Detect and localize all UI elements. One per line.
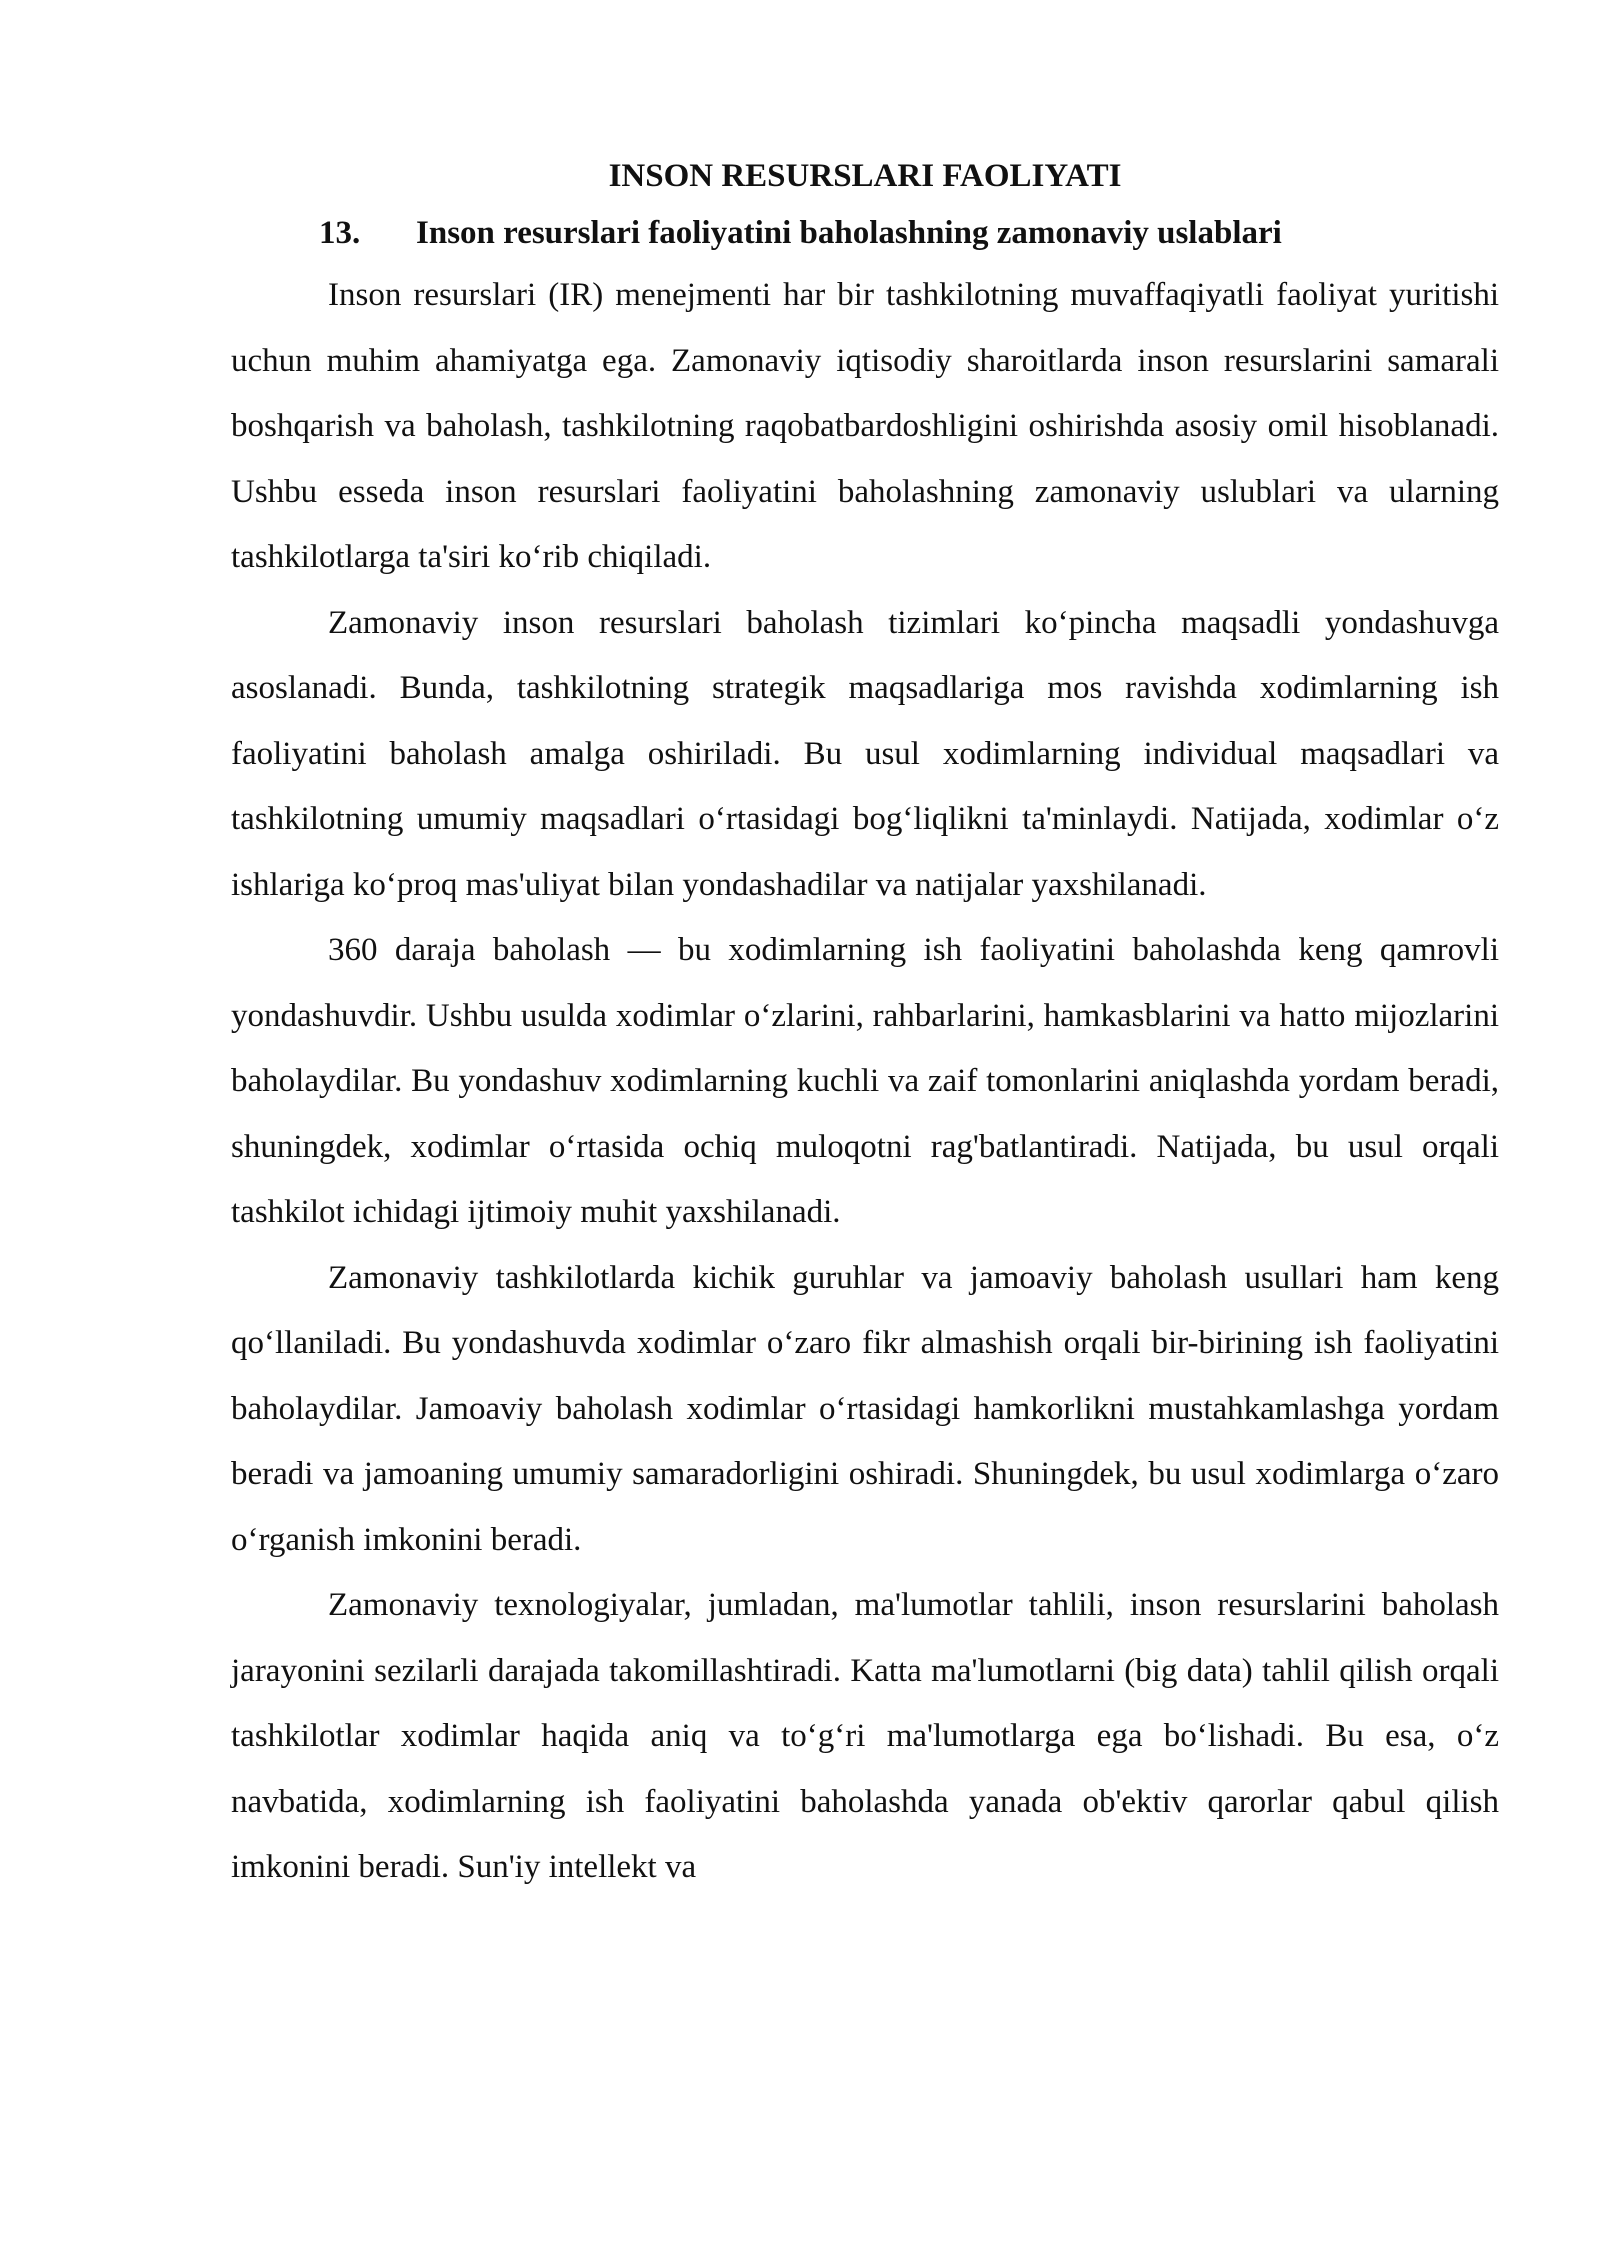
paragraph-3: 360 daraja baholash — bu xodimlarning ish faoliyatini baholashda keng qamrovli yondashuvdir. Ushbu usulda xodimlar o‘zlarini, rahbarlarini, hamkasblarini va hatto mijozlarini baholaydilar. Bu yondashuv xodimlarning kuchli va zaif tomonlarini aniqlashda yordam beradi, shuningdek, xodimlar o‘rtasida ochiq muloqotni rag'batlantiradi. Natijada, bu usul orqali tashkilot ichidagi ijtimoiy muhit yaxshilanadi.	[231, 932, 1499, 1230]
section-heading	[231, 203, 1499, 263]
paragraph-5: Zamonaviy texnologiyalar, jumladan, ma'lumotlar tahlili, inson resurslarini baholash jarayonini sezilarli darajada takomillashtiradi. Katta ma'lumotlarni (big data) tahlil qilish orqali tashkilotlar xodimlar haqida aniq va to‘g‘ri ma'lumotlarga ega bo‘lishadi. Bu esa, o‘z navbatida, xodimlarning ish faoliyatini baholashda yanada ob'ektiv qarorlar qabul qilish imkonini beradi. Sun'iy intellekt va	[231, 1587, 1499, 1885]
document-title: INSON RESURSLARI FAOLIYATI	[608, 158, 1122, 194]
section-heading-text: Inson resurslari faoliyatini baholashning zamonaviy uslablari	[416, 215, 1282, 251]
paragraph-1: Inson resurslari (IR) menejmenti har bir tashkilotning muvaffaqiyatli faoliyat yuritishi uchun muhim ahamiyatga ega. Zamonaviy iqtisodiy sharoitlarda inson resurslarini samarali boshqarish va baholash, tashkilotning raqobatbardoshligini oshirishda asosiy omil hisoblanadi. Ushbu esseda inson resurslari faoliyatini baholashning zamonaviy uslublari va ularning tashkilotlarga ta'siri ko‘rib chiqiladi.	[231, 277, 1499, 575]
document-page	[231, 150, 1499, 1901]
paragraph-2: Zamonaviy inson resurslari baholash tizimlari ko‘pincha maqsadli yondashuvga asoslanadi. Bunda, tashkilotning strategik maqsadlariga mos ravishda xodimlarning ish faoliyatini baholash amalga oshiriladi. Bu usul xodimlarning individual maqsadlari va tashkilotning umumiy maqsadlari o‘rtasidagi bog‘liqlikni ta'minlaydi. Natijada, xodimlar o‘z ishlariga ko‘proq mas'uliyat bilan yondashadilar va natijalar yaxshilanadi.	[231, 604, 1499, 903]
section-number: 13.	[319, 215, 361, 251]
paragraph-4: Zamonaviy tashkilotlarda kichik guruhlar va jamoaviy baholash usullari ham keng qo‘llaniladi. Bu yondashuvda xodimlar o‘zaro fikr almashish orqali bir-birining ish faoliyatini baholaydilar. Jamoaviy baholash xodimlar o‘rtasidagi hamkorlikni mustahkamlashga yordam beradi va jamoaning umumiy samaradorligini oshiradi. Shuningdek, bu usul xodimlarga o‘zaro o‘rganish imkonini beradi.	[231, 1259, 1499, 1558]
